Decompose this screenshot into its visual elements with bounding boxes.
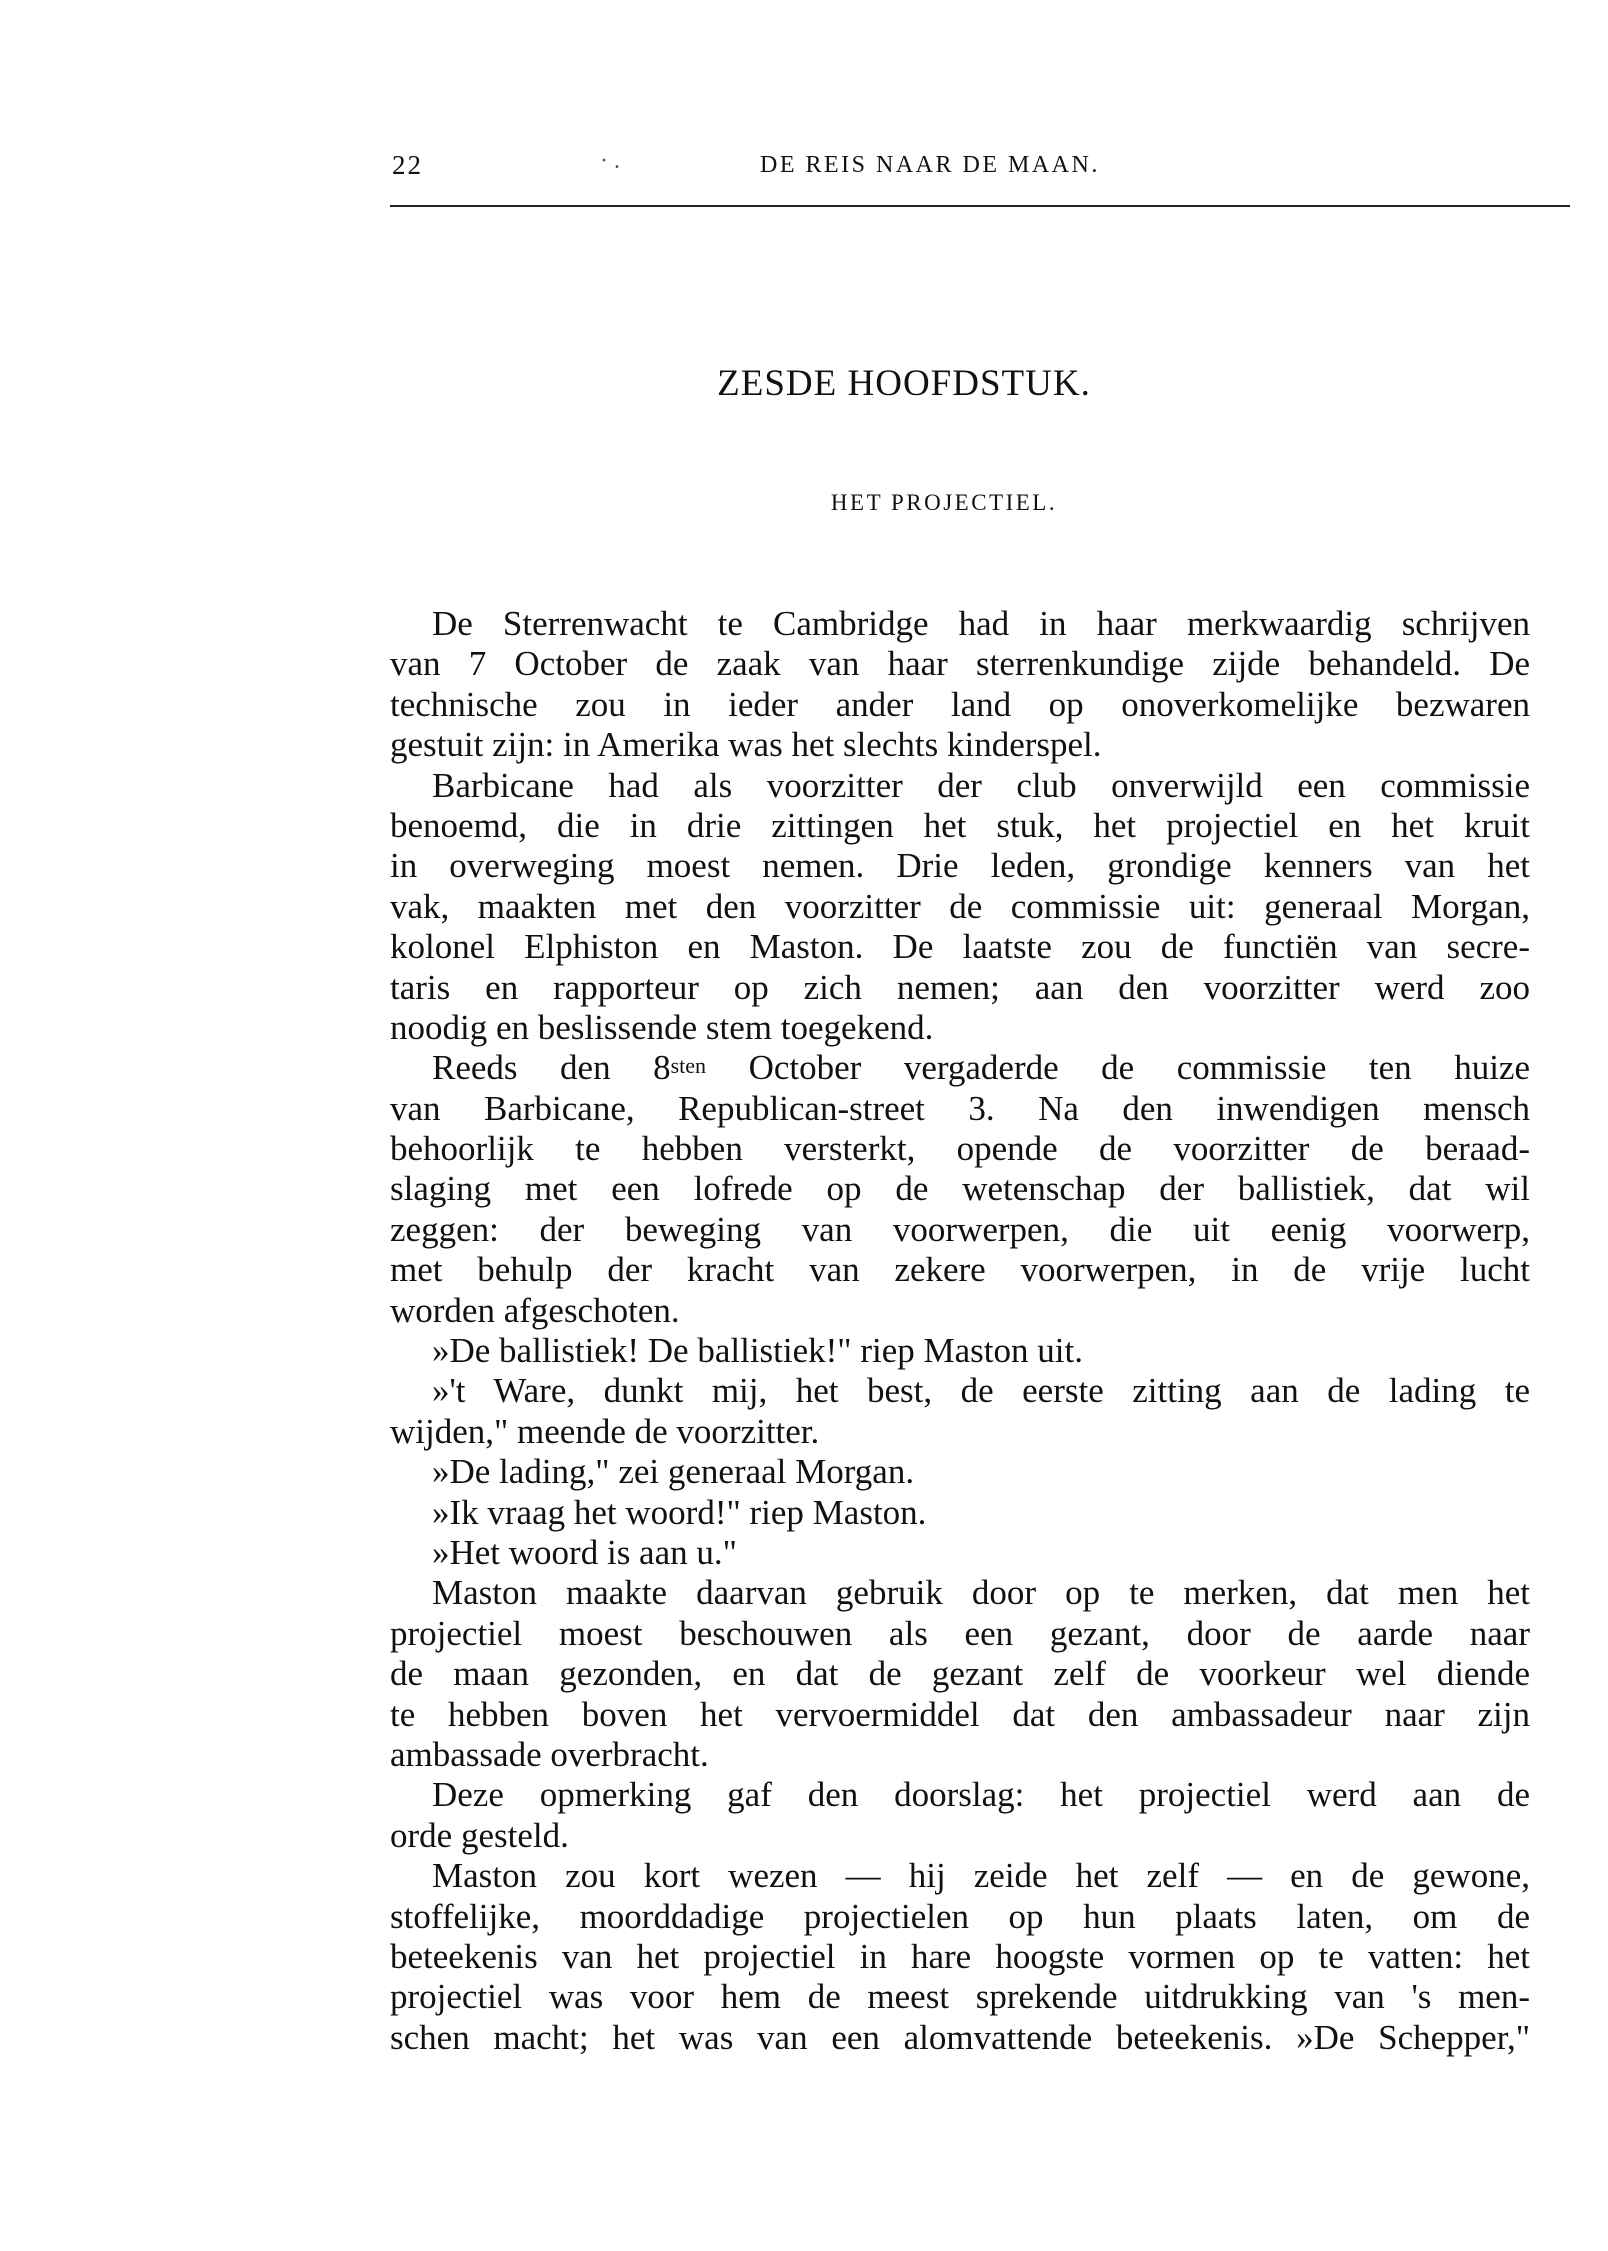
line-text: in overweging moest nemen. Drie leden, grondige kenners van het [390, 846, 1530, 886]
text-line [390, 1493, 1530, 1533]
line-text: stoffelijke, moorddadige projectielen op hun plaats laten, om de [390, 1896, 1530, 1936]
line-text: met behulp der kracht van zekere voorwerpen, in de vrije lucht [390, 1250, 1530, 1290]
line-text: schen macht; het was van een alomvattende beteekenis. »De Schepper," [390, 2017, 1530, 2057]
text-line [390, 1452, 1530, 1492]
text-line [390, 1775, 1530, 1815]
line-text: De Sterrenwacht te Cambridge had in haar merkwaardig schrijven [432, 604, 1530, 643]
text-line [390, 1331, 1530, 1371]
print-dots: · . [600, 148, 620, 174]
text-line [390, 1089, 1530, 1129]
text-line [390, 1977, 1530, 2017]
text-line [390, 806, 1530, 846]
text-line [390, 1129, 1530, 1169]
line-text: orde gesteld. [390, 1815, 569, 1855]
text-line [390, 1250, 1530, 1290]
text-line [390, 766, 1530, 806]
line-text: Reeds den 8 [432, 1048, 671, 1088]
line-text: te hebben boven het vervoermiddel dat den ambassadeur naar zijn [390, 1694, 1530, 1734]
page-number: 22 [392, 150, 423, 180]
line-text: taris en rapporteur op zich nemen; aan den voorzitter werd zoo [390, 967, 1530, 1007]
text-line [390, 685, 1530, 725]
text-line [390, 1533, 1530, 1573]
line-text: gestuit zijn: in Amerika was het slechts kinderspel. [390, 725, 1102, 765]
text-line [390, 1735, 1530, 1775]
text-line [390, 1210, 1530, 1250]
line-text: October vergaderde de commissie ten huize [706, 1048, 1530, 1088]
line-text: worden afgeschoten. [390, 1290, 680, 1330]
superscript: sten [670, 1053, 707, 1079]
text-line [390, 1412, 1530, 1452]
text-line [390, 1856, 1530, 1896]
line-text: slaging met een lofrede op de wetenschap der ballistiek, dat wil [390, 1169, 1530, 1209]
line-text: Maston zou kort wezen — hij zeide het zelf — en de gewone, [432, 1856, 1530, 1896]
text-line [390, 1695, 1530, 1735]
line-text: projectiel was voor hem de meest sprekende uitdrukking van 's men- [390, 1977, 1530, 2017]
text-line [390, 1654, 1530, 1694]
line-text: behoorlijk te hebben versterkt, opende de voorzitter de beraad- [390, 1129, 1530, 1169]
line-text: »De ballistiek! De ballistiek!" riep Maston uit. [432, 1331, 1083, 1371]
text-line [390, 887, 1530, 927]
text-line [390, 1614, 1530, 1654]
text-line [390, 2018, 1530, 2058]
line-text: de maan gezonden, en dat de gezant zelf de voorkeur wel diende [390, 1654, 1530, 1694]
line-text: vak, maakten met den voorzitter de commissie uit: generaal Morgan, [390, 886, 1530, 926]
text-line [390, 644, 1530, 684]
running-title: DE REIS NAAR DE MAAN. [760, 152, 1100, 178]
line-text: projectiel moest beschouwen als een gezant, door de aarde naar [390, 1613, 1530, 1653]
text-line [390, 1573, 1530, 1613]
line-text: »Ik vraag het woord!" riep Maston. [432, 1492, 927, 1532]
line-text: beteekenis van het projectiel in hare hoogste vormen op te vatten: het [390, 1936, 1530, 1976]
text-line [390, 1897, 1530, 1937]
line-text: »Het woord is aan u." [432, 1532, 737, 1572]
text-line [390, 1371, 1530, 1411]
line-text: ambassade overbracht. [390, 1734, 709, 1774]
text-line [390, 1048, 1530, 1088]
text-line [390, 604, 1530, 644]
text-line [390, 968, 1530, 1008]
line-text: zeggen: der beweging van voorwerpen, die uit eenig voorwerp, [390, 1209, 1530, 1249]
text-line [390, 1008, 1530, 1048]
text-line [390, 1816, 1530, 1856]
line-text: »'t Ware, dunkt mij, het best, de eerste zitting aan de lading te [432, 1371, 1530, 1411]
text-line [390, 1169, 1530, 1209]
line-text: van 7 October de zaak van haar sterrenkundige zijde behandeld. De [390, 644, 1530, 684]
line-text: »De lading," zei generaal Morgan. [432, 1452, 915, 1492]
line-text: van Barbicane, Republican-street 3. Na den inwendigen mensch [390, 1088, 1530, 1128]
line-text: technische zou in ieder ander land op onoverkomelijke bezwaren [390, 684, 1530, 724]
line-text: kolonel Elphiston en Maston. De laatste zou de functiën van secre- [390, 927, 1530, 967]
text-line [390, 725, 1530, 765]
line-text: noodig en beslissende stem toegekend. [390, 1007, 934, 1047]
chapter-title: ZESDE HOOFDSTUK. [717, 363, 1091, 404]
text-line [390, 846, 1530, 886]
header-rule [390, 205, 1570, 207]
chapter-subtitle: HET PROJECTIEL. [830, 490, 1058, 515]
text-line [390, 927, 1530, 967]
body-text [390, 604, 1530, 2058]
line-text: Maston maakte daarvan gebruik door op te merken, dat men het [432, 1573, 1530, 1613]
line-text: Barbicane had als voorzitter der club onverwijld een commissie [432, 765, 1530, 805]
line-text: Deze opmerking gaf den doorslag: het projectiel werd aan de [432, 1775, 1530, 1815]
text-line [390, 1937, 1530, 1977]
line-text: wijden," meende de voorzitter. [390, 1411, 820, 1451]
line-text: benoemd, die in drie zittingen het stuk, het projectiel en het kruit [390, 805, 1530, 845]
text-line [390, 1291, 1530, 1331]
